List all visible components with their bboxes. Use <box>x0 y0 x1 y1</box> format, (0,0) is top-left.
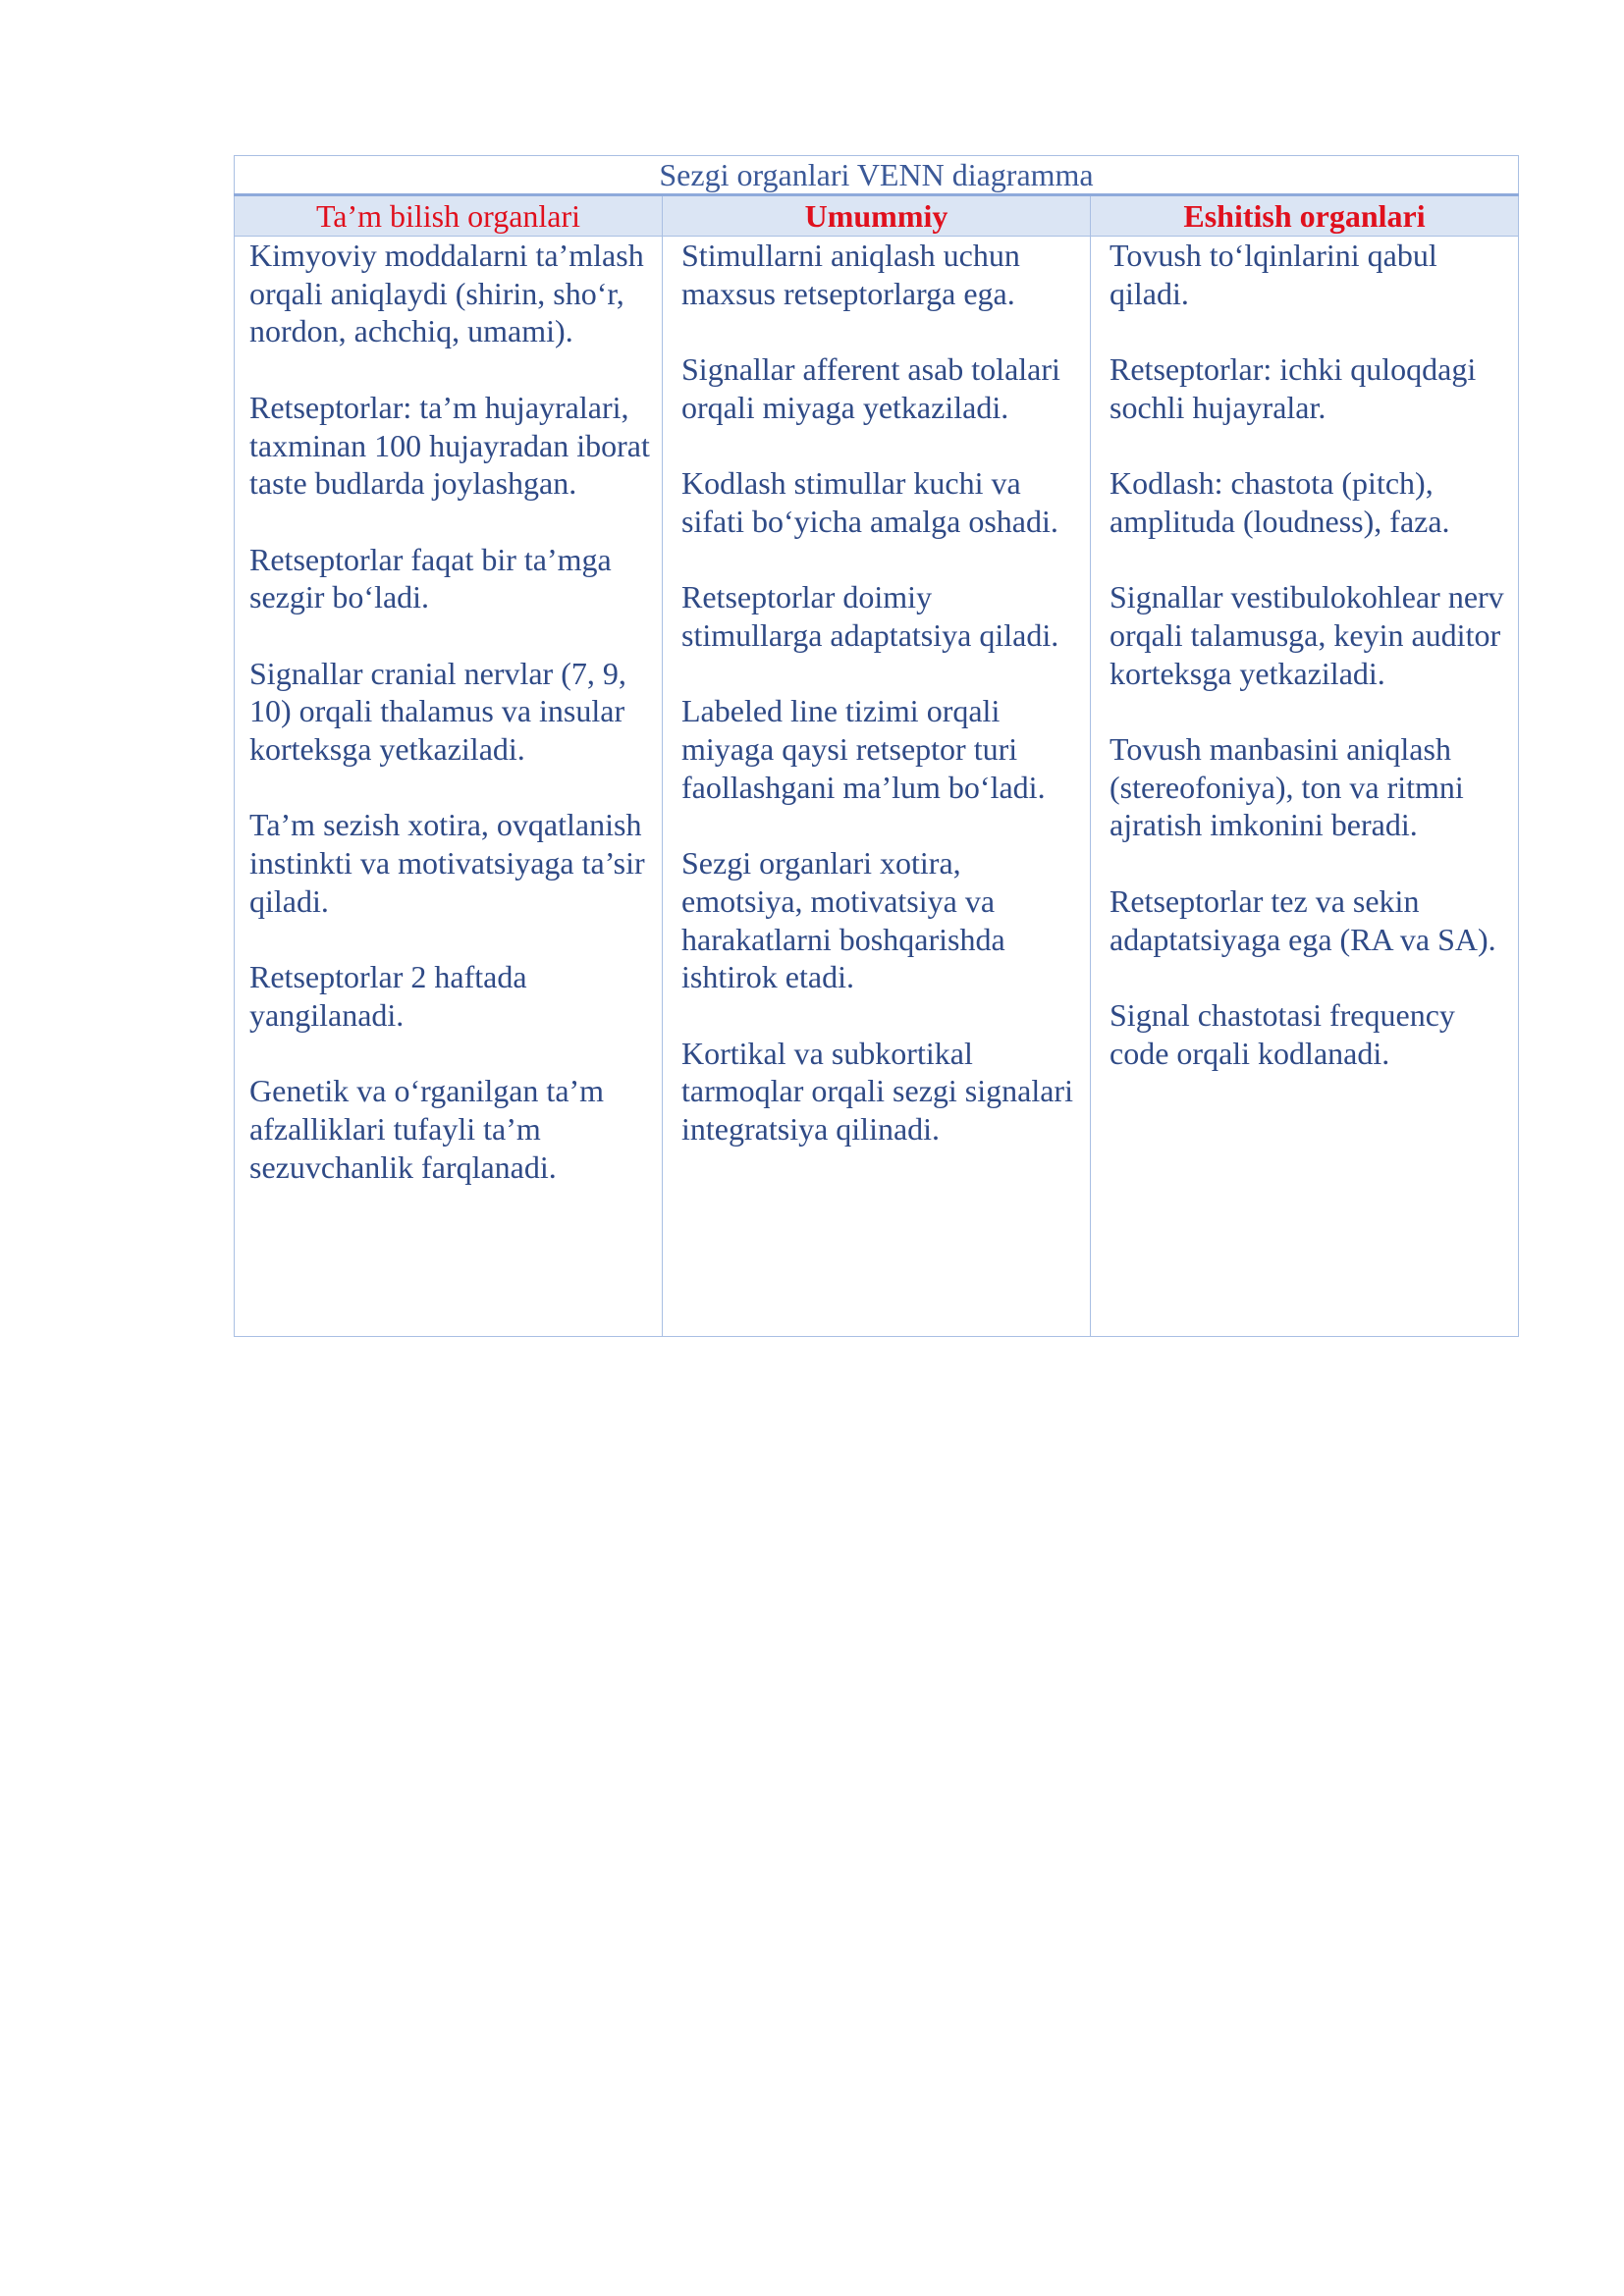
taste-paragraph: Genetik va o‘rganilgan ta’m afzalliklari tufayli ta’m sezuvchanlik farqlanadi. <box>249 1073 605 1185</box>
hearing-paragraph: Retseptorlar tez va sekin adaptatsiyaga ega (RA va SA). <box>1110 882 1496 957</box>
header-row <box>235 195 1519 237</box>
common-paragraph: Kortikal va subkortikal tarmoqlar orqali sezgi signalari integratsiya qilinadi. <box>681 1035 1073 1148</box>
taste-paragraph: Kimyoviy moddalarni ta’mlash orqali aniqlaydi (shirin, sho‘r, nordon, achchiq, umami). <box>249 238 644 349</box>
taste-organs-column <box>235 237 663 1337</box>
content-row <box>235 237 1519 1337</box>
venn-diagram-table <box>234 155 1519 1337</box>
header-hearing-organs: Eshitish organlari <box>1091 195 1519 237</box>
hearing-paragraph: Signal chastotasi frequency code orqali kodlanadi. <box>1110 996 1455 1071</box>
taste-paragraph: Signallar cranial nervlar (7, 9, 10) orqali thalamus va insular korteksga yetkaziladi. <box>249 655 626 768</box>
common-column <box>663 237 1091 1337</box>
header-taste-organs: Ta’m bilish organlari <box>235 195 663 237</box>
hearing-paragraph: Kodlash: chastota (pitch), amplituda (loudness), faza. <box>1110 465 1450 539</box>
title-row <box>235 156 1519 195</box>
table-title: Sezgi organlari VENN diagramma <box>235 156 1519 195</box>
taste-paragraph: Retseptorlar faqat bir ta’mga sezgir bo‘ladi. <box>249 541 612 615</box>
common-paragraph: Kodlash stimullar kuchi va sifati bo‘yicha amalga oshadi. <box>681 465 1058 539</box>
hearing-paragraph: Tovush to‘lqinlarini qabul qiladi. <box>1110 238 1437 311</box>
taste-paragraph: Ta’m sezish xotira, ovqatlanish instinkti va motivatsiyaga ta’sir qiladi. <box>249 807 645 919</box>
common-paragraph: Signallar afferent asab tolalari orqali miyaga yetkaziladi. <box>681 351 1060 425</box>
common-paragraph: Sezgi organlari xotira, emotsiya, motivatsiya va harakatlarni boshqarishda ishtirok etadi. <box>681 845 1005 995</box>
hearing-organs-column <box>1091 237 1519 1337</box>
common-paragraph: Labeled line tizimi orqali miyaga qaysi retseptor turi faollashgani ma’lum bo‘ladi. <box>681 693 1046 805</box>
taste-paragraph: Retseptorlar 2 haftada yangilanadi. <box>249 959 527 1033</box>
common-paragraph: Retseptorlar doimiy stimullarga adaptatsiya qiladi. <box>681 579 1059 653</box>
header-common: Umummiy <box>663 195 1091 237</box>
hearing-paragraph: Retseptorlar: ichki quloqdagi sochli hujayralar. <box>1110 351 1477 425</box>
hearing-paragraph: Signallar vestibulokohlear nerv orqali talamusga, keyin auditor korteksga yetkaziladi. <box>1110 579 1504 691</box>
hearing-paragraph: Tovush manbasini aniqlash (stereofoniya), ton va ritmni ajratish imkonini beradi. <box>1110 731 1464 843</box>
taste-paragraph: Retseptorlar: ta’m hujayralari, taxminan 100 hujayradan iborat taste budlarda joylashgan. <box>249 389 650 502</box>
common-paragraph: Stimullarni aniqlash uchun maxsus retseptorlarga ega. <box>681 238 1020 311</box>
